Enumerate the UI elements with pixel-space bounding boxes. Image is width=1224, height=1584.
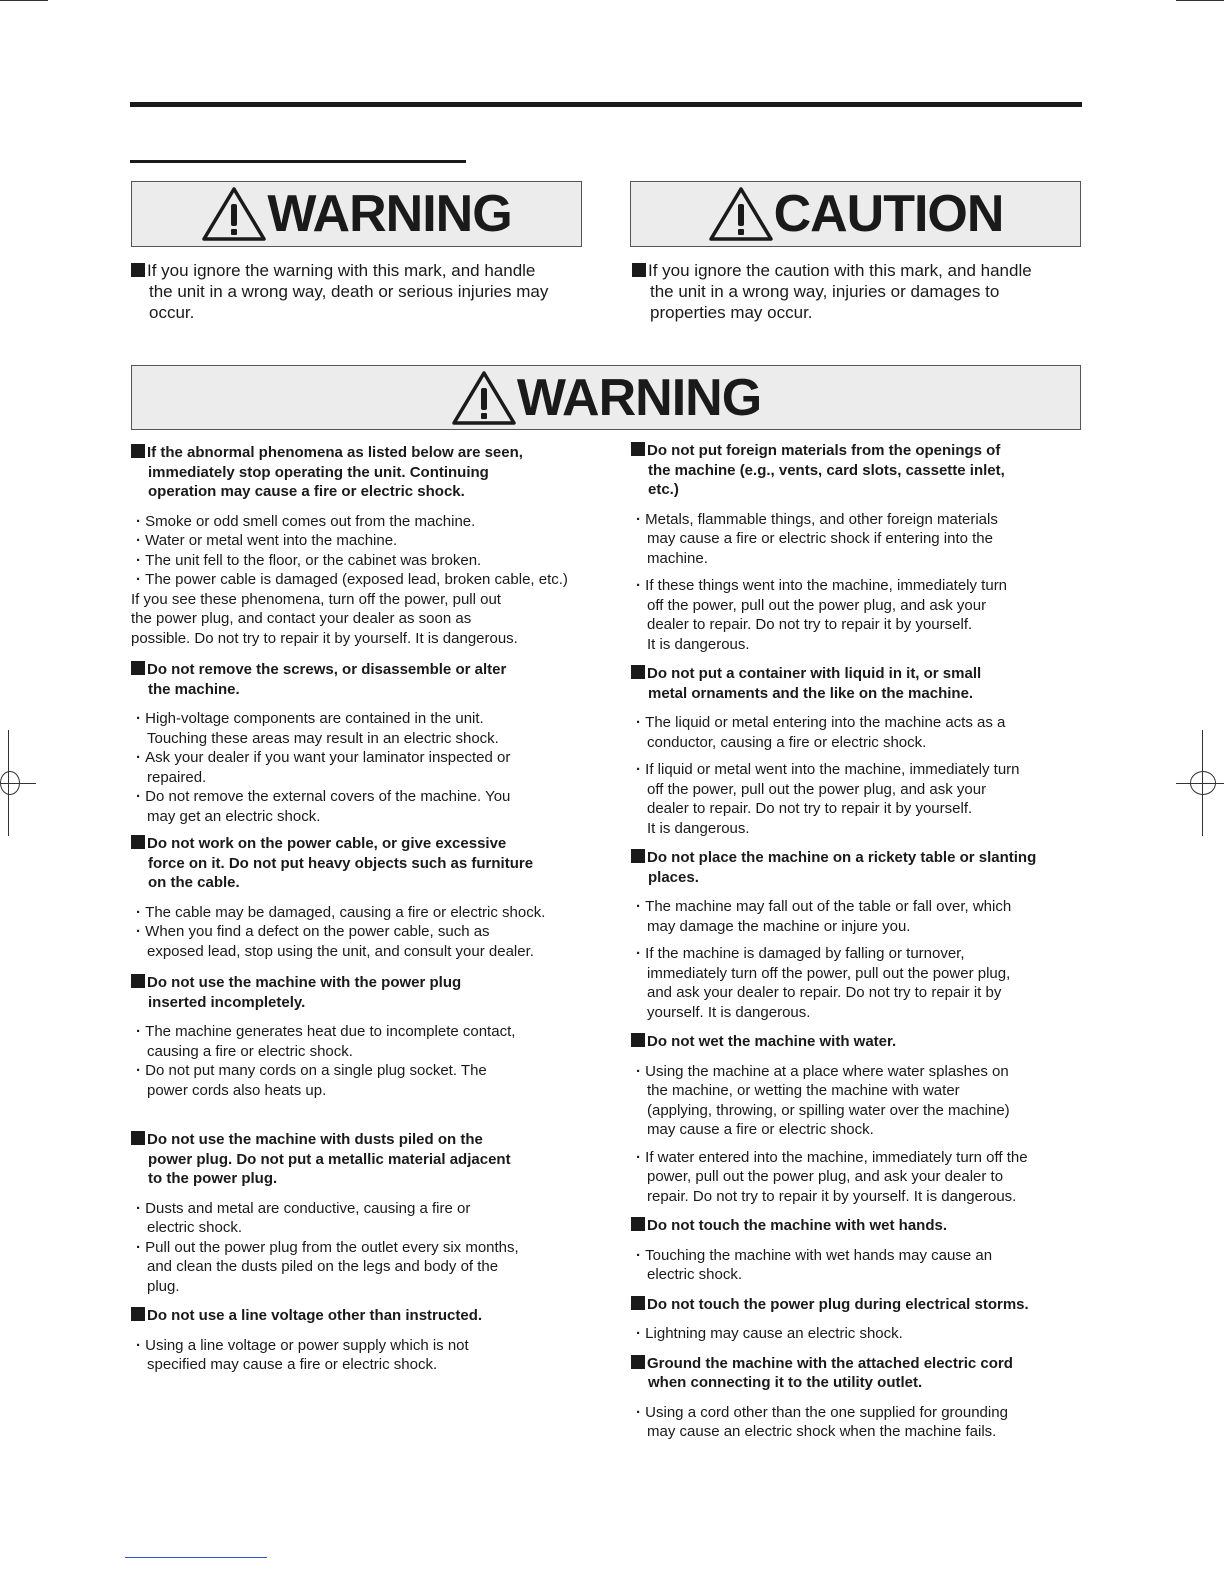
safety-section xyxy=(131,660,601,826)
safety-section xyxy=(131,443,601,648)
warning-triangle-icon xyxy=(451,370,517,426)
bullet-list xyxy=(631,1246,1101,1285)
bullet-dot-icon: · xyxy=(136,551,146,569)
bullet-item: · Do not remove the external covers of the machine. You may get an electric shock. xyxy=(136,788,511,825)
header-rule xyxy=(130,102,1082,107)
safety-section xyxy=(131,834,601,961)
registration-circle xyxy=(1190,771,1216,795)
bullet-item: · If the machine is damaged by falling or turnover, immediately turn off the power, pull out the power plug, and ask your dealer to repair. Do not try to repair it by yourself. It is dangerous. xyxy=(636,945,1011,1021)
main-warning-title: WARNING xyxy=(516,368,762,427)
section-note: If you see these phenomena, turn off the power, pull out the power plug, and contact your dealer as soon as possible. Do not try to repair it by yourself. It is dangerous. xyxy=(131,590,518,647)
section-heading: Do not touch the power plug during electrical storms. xyxy=(631,1295,1101,1315)
bullet-item: · Lightning may cause an electric shock. xyxy=(636,1325,903,1342)
bullet-item: · Smoke or odd smell comes out from the machine. xyxy=(136,512,476,530)
bullet-square-icon xyxy=(131,444,145,458)
bullet-list xyxy=(131,512,601,590)
safety-section xyxy=(131,973,601,1100)
bullet-list xyxy=(131,903,601,962)
section-heading: Do not use a line voltage other than instructed. xyxy=(131,1306,601,1326)
registration-circle xyxy=(0,771,20,795)
section-heading: Do not wet the machine with water. xyxy=(631,1032,1101,1052)
safety-section xyxy=(131,1306,601,1375)
bullet-item: · Using a cord other than the one supplied for grounding may cause an electric shock when the machine fails. xyxy=(636,1403,1008,1440)
bullet-list xyxy=(631,713,1101,838)
bullet-dot-icon: · xyxy=(636,510,646,528)
warning-triangle-icon xyxy=(201,186,267,242)
bullet-item: · The machine may fall out of the table or fall over, which may damage the machine or injure you. xyxy=(636,898,1012,935)
bullet-item: · The unit fell to the floor, or the cabinet was broken. xyxy=(136,551,482,569)
bullet-list xyxy=(131,709,601,826)
bullet-square-icon xyxy=(631,1217,645,1231)
bullet-list xyxy=(631,1403,1101,1442)
warning-intro: If you ignore the warning with this mark, and handle the unit in a wrong way, death or serious injuries may occur. xyxy=(131,260,581,323)
bullet-item: · The liquid or metal entering into the machine acts as a conductor, causing a fire or electric shock. xyxy=(636,714,1006,751)
main-warning-banner xyxy=(131,365,1081,430)
section-heading: Do not use the machine with dusts piled on the power plug. Do not put a metallic material adjacent to the power plug. xyxy=(131,1130,601,1189)
bullet-dot-icon: · xyxy=(136,923,146,940)
section-heading: Ground the machine with the attached electric cord when connecting it to the utility outlet. xyxy=(631,1354,1101,1393)
bullet-dot-icon: · xyxy=(636,1062,646,1080)
bullet-dot-icon: · xyxy=(636,898,646,915)
bullet-item: · The cable may be damaged, causing a fire or electric shock. xyxy=(136,903,546,921)
bullet-item: · If these things went into the machine, immediately turn off the power, pull out the power plug, and ask your dealer to repair. Do not try to repair it by yourself. It is dangerous. xyxy=(636,577,1008,653)
bullet-list xyxy=(131,1336,601,1375)
bullet-item: · Using the machine at a place where water splashes on the machine, or wetting the machine with water (applying, throwing, or spilling water over the machine) may cause a fire or electric shock. xyxy=(636,1062,1010,1138)
bullet-list xyxy=(131,1022,601,1100)
section-heading: If the abnormal phenomena as listed below are seen, immediately stop operating the unit. Continuing operation may cause a fire or electric shock. xyxy=(131,443,601,502)
caution-triangle-icon xyxy=(708,186,774,242)
bullet-dot-icon: · xyxy=(136,903,146,921)
bullet-square-icon xyxy=(631,442,645,456)
bullet-list xyxy=(631,510,1101,655)
bullet-item: · Do not put many cords on a single plug socket. The power cords also heats up. xyxy=(136,1062,487,1099)
bullet-dot-icon: · xyxy=(136,1199,146,1217)
safety-section xyxy=(631,441,1101,654)
bullet-dot-icon: · xyxy=(136,749,146,766)
bullet-dot-icon: · xyxy=(636,761,646,778)
bullet-square-icon xyxy=(631,849,645,863)
section-rule xyxy=(130,160,466,163)
safety-section xyxy=(631,1295,1101,1344)
warning-label-title: WARNING xyxy=(267,185,512,243)
section-heading: Do not place the machine on a rickety table or slanting places. xyxy=(631,848,1101,887)
bullet-item: · Water or metal went into the machine. xyxy=(136,532,398,549)
bullet-square-icon xyxy=(631,1296,645,1310)
caution-label-title: CAUTION xyxy=(773,185,1004,243)
bullet-item: · Metals, flammable things, and other foreign materials may cause a fire or electric shock if entering into the machine. xyxy=(636,510,998,567)
bullet-dot-icon: · xyxy=(136,1062,146,1079)
bullet-square-icon xyxy=(631,665,645,679)
section-heading: Do not use the machine with the power plug inserted incompletely. xyxy=(131,973,601,1012)
bullet-square-icon xyxy=(631,1355,645,1369)
bullet-list xyxy=(131,1199,601,1297)
safety-section xyxy=(631,848,1101,1022)
section-heading: Do not put a container with liquid in it, or small metal ornaments and the like on the machine. xyxy=(631,664,1101,703)
bullet-item: · Using a line voltage or power supply which is not specified may cause a fire or electric shock. xyxy=(136,1336,469,1373)
bullet-square-icon xyxy=(131,1307,145,1321)
bullet-item: · Dusts and metal are conductive, causing a fire or electric shock. xyxy=(136,1199,471,1236)
crop-mark xyxy=(1176,0,1224,1)
bullet-square-icon xyxy=(131,1131,145,1145)
bullet-dot-icon: · xyxy=(136,571,146,588)
safety-section xyxy=(131,1130,601,1296)
bullet-item: · The power cable is damaged (exposed lead, broken cable, etc.) xyxy=(136,571,568,588)
warning-label-box xyxy=(131,181,582,247)
bullet-dot-icon: · xyxy=(636,714,646,731)
bullet-item: · If liquid or metal went into the machine, immediately turn off the power, pull out the power plug, and ask your dealer to repair. Do not try to repair it by yourself. It is dangerous. xyxy=(636,761,1020,837)
bullet-dot-icon: · xyxy=(136,532,146,549)
bullet-dot-icon: · xyxy=(636,945,646,962)
caution-label-box xyxy=(630,181,1081,247)
bullet-dot-icon: · xyxy=(136,1238,146,1256)
bullet-dot-icon: · xyxy=(636,1246,646,1264)
bullet-square-icon xyxy=(631,1033,645,1047)
bullet-dot-icon: · xyxy=(136,512,146,530)
bullet-list xyxy=(631,1324,1101,1344)
bullet-list xyxy=(631,1062,1101,1207)
safety-section xyxy=(631,1032,1101,1206)
section-heading: Do not touch the machine with wet hands. xyxy=(631,1216,1101,1236)
safety-section xyxy=(631,1216,1101,1285)
bullet-dot-icon: · xyxy=(636,1325,646,1342)
bullet-item: · When you find a defect on the power cable, such as exposed lead, stop using the unit, and consult your dealer. xyxy=(136,923,534,960)
bullet-dot-icon: · xyxy=(136,1023,146,1040)
bullet-item: · The machine generates heat due to incomplete contact, causing a fire or electric shock. xyxy=(136,1023,516,1060)
bullet-item: · If water entered into the machine, immediately turn off the power, pull out the power plug, and ask your dealer to repair. Do not try to repair it by yourself. It is dangerous. xyxy=(636,1148,1028,1205)
bullet-square-icon xyxy=(632,263,646,277)
bullet-square-icon xyxy=(131,974,145,988)
section-heading: Do not work on the power cable, or give excessive force on it. Do not put heavy objects such as furniture on the cable. xyxy=(131,834,601,893)
bullet-item: · Ask your dealer if you want your laminator inspected or repaired. xyxy=(136,749,511,786)
bullet-dot-icon: · xyxy=(636,577,646,594)
bullet-square-icon xyxy=(131,835,145,849)
bullet-dot-icon: · xyxy=(636,1403,646,1421)
bullet-dot-icon: · xyxy=(136,788,146,805)
bullet-list xyxy=(631,897,1101,1022)
bullet-square-icon xyxy=(131,263,145,277)
footer-link-line xyxy=(125,1557,267,1558)
bullet-item: · High-voltage components are contained in the unit. Touching these areas may result in an electric shock. xyxy=(136,710,499,747)
safety-section xyxy=(631,664,1101,838)
bullet-dot-icon: · xyxy=(136,1336,146,1354)
section-heading: Do not put foreign materials from the openings of the machine (e.g., vents, card slots, cassette inlet, etc.) xyxy=(631,441,1101,500)
bullet-item: · Touching the machine with wet hands may cause an electric shock. xyxy=(636,1246,993,1283)
caution-intro: If you ignore the caution with this mark, and handle the unit in a wrong way, injuries or damages to properties may occur. xyxy=(632,260,1082,323)
crop-mark xyxy=(0,0,48,1)
bullet-dot-icon: · xyxy=(636,1148,646,1166)
bullet-square-icon xyxy=(131,661,145,675)
safety-section xyxy=(631,1354,1101,1442)
right-column xyxy=(631,441,1101,1442)
bullet-dot-icon: · xyxy=(136,710,146,727)
section-heading: Do not remove the screws, or disassemble or alter the machine. xyxy=(131,660,601,699)
bullet-item: · Pull out the power plug from the outlet every six months, and clean the dusts piled on the legs and body of the plug. xyxy=(136,1238,519,1295)
left-column xyxy=(131,443,601,1375)
